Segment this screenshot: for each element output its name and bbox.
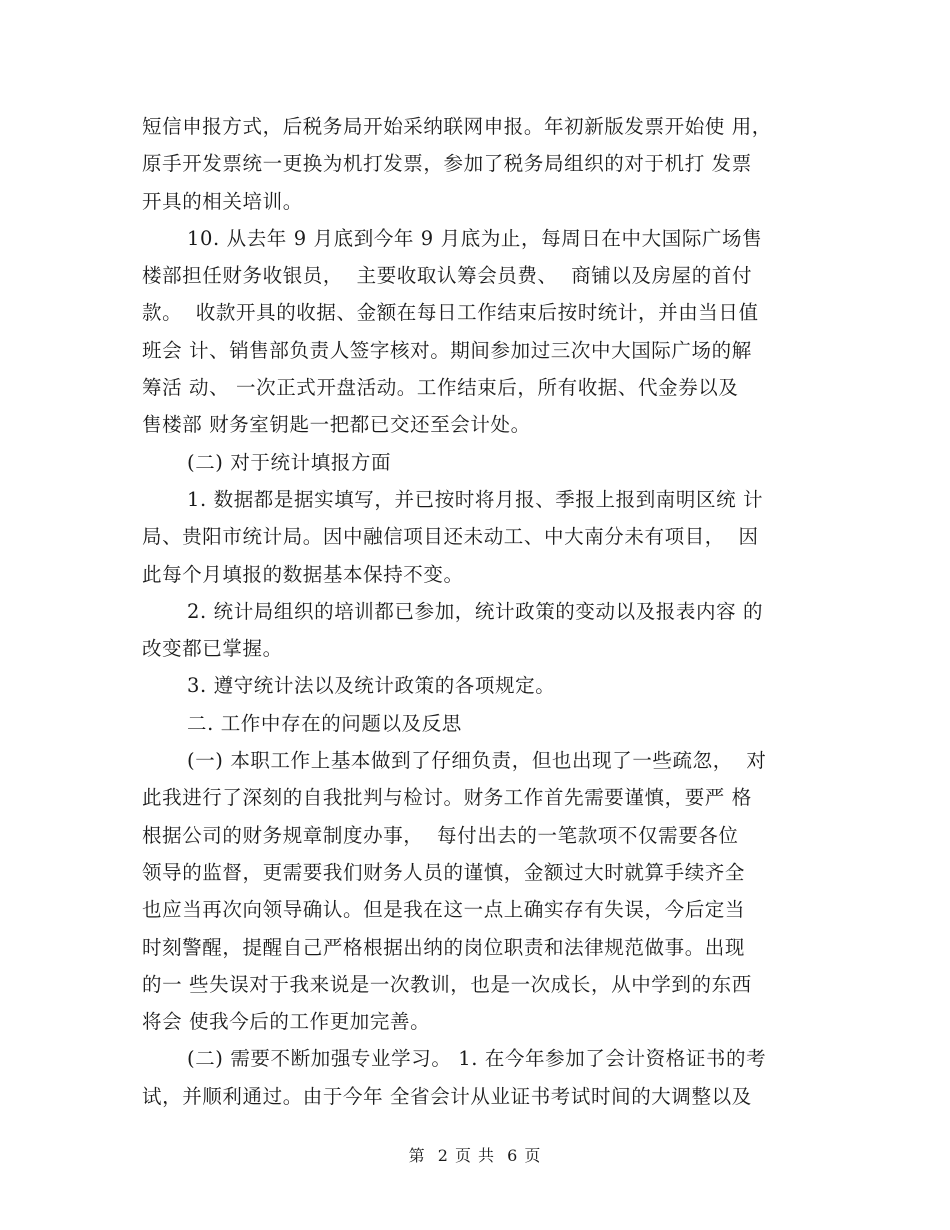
text-line: 二. 工作中存在的问题以及反思 [187,711,462,735]
text-line: 时刻警醒，提醒自己严格根据出纳的岗位职责和法律规范做事。出现 [142,935,746,959]
text-line: 10. 从去年 9 月底到今年 9 月底为止，每周日在中大国际广场售 [187,226,763,250]
text-line: 领导的监督，更需要我们财务人员的谨慎，金额过大时就算手续齐全 [142,860,746,884]
text-line: 3. 遵守统计法以及统计政策的各项规定。 [187,674,556,698]
text-line: 开具的相关培训。 [142,189,303,213]
footer-total-pages: 6 [507,1146,519,1165]
text-line: 也应当再次向领导确认。但是我在这一点上确实存有失误，今后定当 [142,898,746,922]
footer-prefix: 第 [408,1146,426,1165]
text-line: 款。 收款开具的收据、金额在每日工作结束后按时统计，并由当日值 [142,301,759,325]
text-line: (二) 需要不断加强专业学习。 1. 在今年参加了会计资格证书的考 [187,1047,767,1071]
text-line: 短信申报方式，后税务局开始采纳联网申报。年初新版发票开始使 用， [142,115,772,138]
text-line: 售楼部 财务室钥匙一把都已交还至会计处。 [142,413,531,437]
text-line: (二) 对于统计填报方面 [187,450,392,474]
text-line: 改变都已掌握。 [142,637,283,661]
text-line: 将会 使我今后的工作更加完善。 [142,1010,431,1034]
text-line: 1. 数据都是据实填写，并已按时将月报、季报上报到南明区统 计 [187,487,764,511]
text-line: 局、贵阳市统计局。因中融信项目还未动工、中大南分未有项目， 因 [142,525,759,549]
text-line: 楼部担任财务收银员， 主要收取认筹会员费、 商铺以及房屋的首付 [142,264,753,288]
text-line: 此每个月填报的数据基本保持不变。 [142,562,464,586]
text-line: 的一 些失误对于我来说是一次教训，也是一次成长，从中学到的东西 [142,972,752,996]
text-line: 2. 统计局组织的培训都已参加，统计政策的变动以及报表内容 的 [187,599,764,623]
text-line: (一) 本职工作上基本做到了仔细负责，但也出现了一些疏忽， 对 [187,749,767,773]
footer-middle: 页 共 [454,1146,496,1165]
text-line: 根据公司的财务规章制度办事， 每付出去的一笔款项不仅需要各位 [142,823,739,847]
text-line: 此我进行了深刻的自我批判与检讨。财务工作首先需要谨慎，要严 格 [142,786,752,810]
text-line: 原手开发票统一更换为机打发票，参加了税务局组织的对于机打 发票 [142,152,752,176]
text-line: 班会 计、销售部负责人签字核对。期间参加过三次中大国际广场的解 [142,338,752,362]
text-line: 筹活 动、 一次正式开盘活动。工作结束后，所有收据、代金券以及 [142,376,739,400]
document-body [142,108,812,1115]
footer-current-page: 2 [437,1146,449,1165]
text-line: 试，并顺利通过。由于今年 全省会计从业证书考试时间的大调整以及 [142,1084,752,1108]
footer-suffix: 页 [524,1146,542,1165]
page-footer [0,1143,950,1166]
